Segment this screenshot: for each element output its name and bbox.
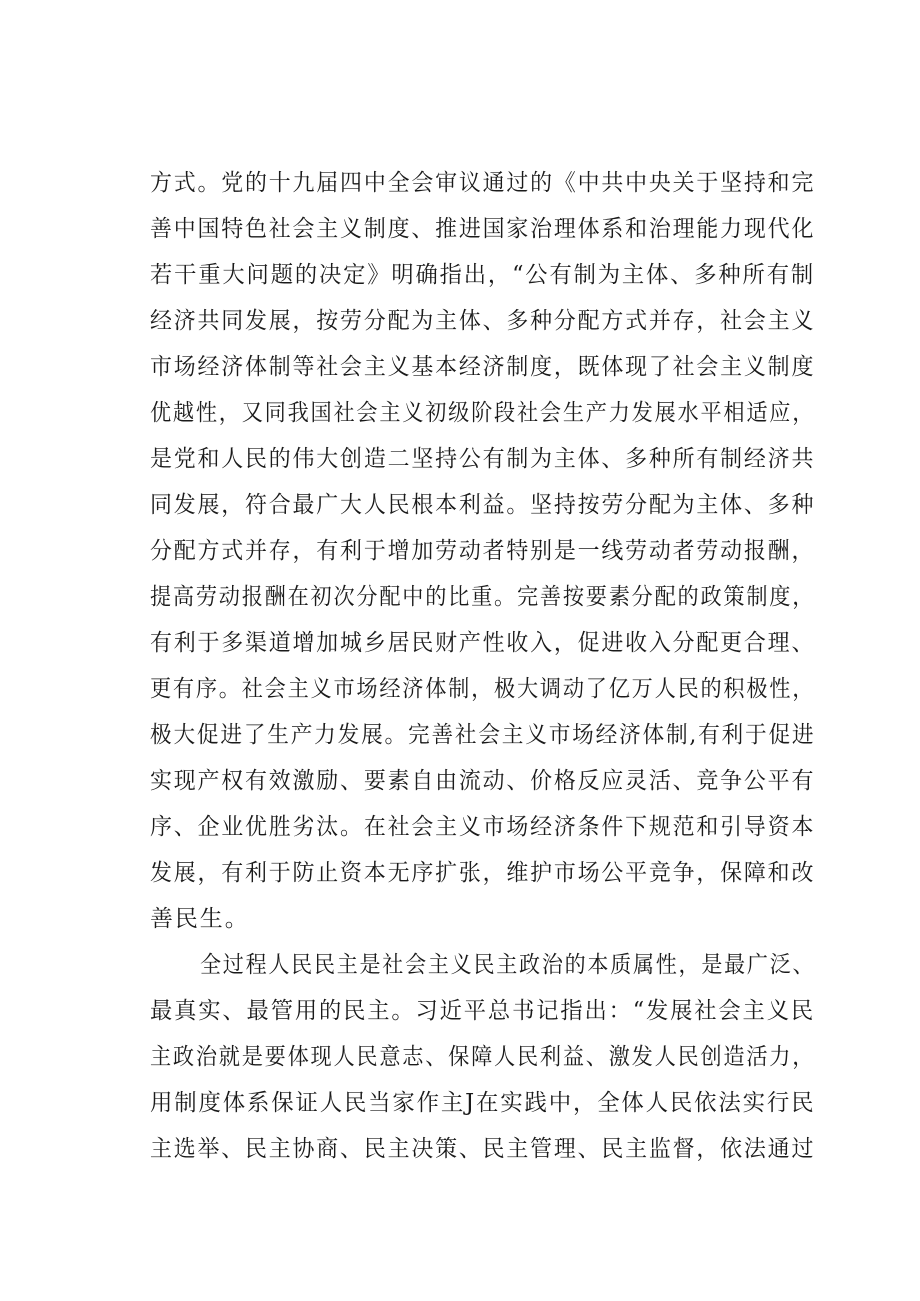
text-line: 极大促进了生产力发展。完善社会主义市场经济体制,有利于促进 [150,722,816,748]
text-line: 善中国特色社会主义制度、推进国家治理体系和治理能力现代化 [150,216,816,242]
text-line: 最真实、最管用的民主。习近平总书记指出：“发展社会主义民 [150,998,815,1024]
text-line: 若干重大问题的决定》明确指出，“公有制为主体、多种所有制 [150,262,815,288]
text-line: 更有序。社会主义市场经济体制，极大调动了亿万人民的积极性， [150,676,816,702]
text-line: 市场经济体制等社会主义基本经济制度，既体现了社会主义制度 [150,354,816,380]
text-line: 主政治就是要体现人民意志、保障人民利益、激发人民创造活力， [150,1044,816,1070]
text-line: 优越性，又同我国社会主义初级阶段社会生产力发展水平相适应， [150,400,816,426]
text-line: 是党和人民的伟大创造二坚持公有制为主体、多种所有制经济共 [150,446,816,472]
text-line: 善民生。 [150,906,250,932]
text-line: 发展，有利于防止资本无序扩张，维护市场公平竞争，保障和改 [150,860,816,886]
text-line: 经济共同发展，按劳分配为主体、多种分配方式并存，社会主义 [150,308,816,334]
text-line: 有利于多渠道增加城乡居民财产性收入，促进收入分配更合理、 [150,630,816,656]
text-line: 分配方式并存，有利于增加劳动者特别是一线劳动者劳动报酬， [150,538,816,564]
text-line: 方式。党的十九届四中全会审议通过的《中共中央关于坚持和完 [150,170,816,196]
text-line: 序、企业优胜劣汰。在社会主义市场经济条件下规范和引导资本 [150,814,816,840]
text-line: 同发展，符合最广大人民根本利益。坚持按劳分配为主体、多种 [150,492,816,518]
text-line: 实现产权有效激励、要素自由流动、价格反应灵活、竞争公平有 [150,768,816,794]
text-line: 提高劳动报酬在初次分配中的比重。完善按要素分配的政策制度， [150,584,816,610]
text-line: 主选举、民主协商、民主决策、民主管理、民主监督，依法通过 [150,1136,816,1162]
paragraph-first-line: 全过程人民民主是社会主义民主政治的本质属性，是最广泛、 [200,952,816,978]
text-line: 用制度体系保证人民当家作主J在实践中，全体人民依法实行民 [150,1090,816,1116]
